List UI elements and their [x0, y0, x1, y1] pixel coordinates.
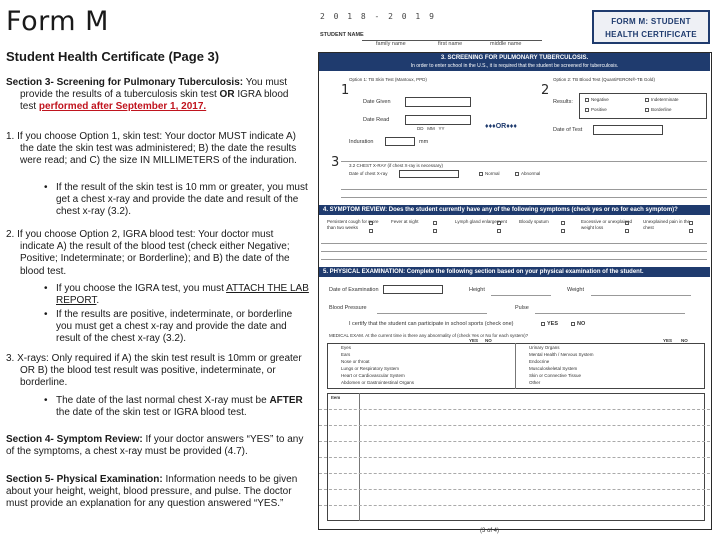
pulse-field[interactable] — [535, 313, 685, 314]
option1-label: Option 1: TB Skin Test (Mantoux, PPD) — [349, 77, 427, 82]
weight-label: Weight — [567, 287, 585, 293]
callout-1: 1 — [341, 83, 350, 98]
result-indeterminate-checkbox[interactable] — [645, 98, 649, 102]
date-read-label: Date Read — [363, 117, 390, 123]
symptom-fever-no[interactable] — [433, 229, 437, 233]
middle-name-label: middle name — [490, 41, 522, 47]
symptom-lymph: Lymph gland enlargement — [455, 219, 507, 224]
callout-2: 2 — [541, 83, 550, 98]
symptom-chest-pain: Unexplained pain in the chest — [643, 219, 691, 230]
blood-pressure-field[interactable] — [377, 313, 487, 314]
form-sheet — [318, 52, 712, 530]
system-urinary: Urinary Organs — [529, 345, 560, 350]
symptom-fever-yes[interactable] — [433, 221, 437, 225]
system-heart: Heart or Cardiovascular System — [341, 373, 405, 378]
xray-abnormal-checkbox[interactable] — [515, 172, 519, 176]
option2-label: Option 2: TB Blood Test (QuantiFERON®-TB Gold) — [553, 77, 655, 82]
system-endocrine: Endocrine — [529, 359, 550, 364]
col-no-right: NO — [681, 338, 688, 343]
section5-note — [6, 474, 306, 511]
symptom-chest-yes[interactable] — [689, 221, 693, 225]
section4-text: If your doctor answers “YES” to any of the symptoms, a chest x-ray must be provided (4.7). — [6, 434, 304, 458]
system-abdomen: Abdomen or Gastrointestinal Organs — [341, 380, 415, 385]
section4-heading: Section 4- Symptom Review: — [6, 434, 143, 445]
sports-certify-label: I certify that the student can participate in school sports (check one) — [349, 321, 514, 327]
symptom-weight-loss: Excessive or unexplained weight loss — [581, 219, 633, 230]
col-yes-left: YES — [469, 338, 479, 343]
xray-abnormal-label: Abnormal — [521, 171, 541, 176]
date-given-field[interactable] — [405, 97, 471, 107]
xray-normal-checkbox[interactable] — [479, 172, 483, 176]
symptom-weight-yes[interactable] — [625, 221, 629, 225]
item1-number: 1. — [6, 131, 15, 142]
induration-label: Induration — [349, 139, 374, 145]
xray-label: 3.2 CHEST X-RAY (if chest X-ray is necessary) — [349, 163, 444, 168]
medical-exam-prompt: MEDICAL EXAM. At the current time is there any abnormality of (check Yes or No for each system)? — [329, 333, 529, 338]
page-number: (3 of 4) — [480, 528, 500, 534]
item2-text: If you choose Option 2, IGRA blood test: Your doctor must indicate A) the result of the blood test (check either Negative; Positive; Indeterminate; or Borderline); and B) the date of the blood test. — [17, 229, 290, 277]
symptom-cough-no[interactable] — [369, 229, 373, 233]
sports-no-checkbox[interactable] — [571, 322, 575, 326]
system-musculoskeletal: Musculoskeletal System — [529, 366, 578, 371]
date-read-field[interactable] — [405, 115, 471, 125]
result-borderline-label: Borderline — [651, 107, 672, 112]
symptom-sputum: Bloody sputum — [519, 219, 549, 224]
result-indeterminate-label: Indeterminate — [651, 97, 679, 102]
system-skin: Skin or Connective Tissue — [529, 373, 582, 378]
section3-or: OR — [219, 89, 235, 101]
sports-no-label: NO — [577, 321, 586, 327]
symptom-chest-no[interactable] — [689, 229, 693, 233]
item3-number: 3. — [6, 353, 15, 364]
symptom-cough-yes[interactable] — [369, 221, 373, 225]
sports-yes-checkbox[interactable] — [541, 322, 545, 326]
attach-lab-report-text: ATTACH THE LAB REPORT — [56, 283, 309, 307]
section3-bar: 3. SCREENING FOR PULMONARY TUBERCULOSIS. In order to enter school in the U.S., it is required that the student be screened for tuberculosis. — [319, 53, 710, 71]
item2-bullet-positive: • If the results are positive, indeterminate, or borderline you must get a chest x-ray and provide the date and result of the chest x-ray (3.2). — [44, 309, 310, 346]
item-xrays — [6, 353, 306, 390]
item3-text: X-rays: Only required if A) the skin test result is 10mm or greater OR B) the blood test result was positive, indeterminate, or borderline. — [17, 353, 302, 389]
blood-pressure-label: Blood Pressure — [329, 305, 367, 311]
section4-note — [6, 434, 306, 458]
result-positive-label: Positive — [591, 107, 607, 112]
pulse-label: Pulse — [515, 305, 529, 311]
height-label: Height — [469, 287, 485, 293]
xray-normal-label: Normal — [485, 171, 500, 176]
symptom-sputum-yes[interactable] — [561, 221, 565, 225]
item1-text: If you choose Option 1, skin test: Your doctor MUST indicate A) the date the skin test was administered; B) the date the results were read; and C) the size IN MILLIMETERS of the induration. — [17, 131, 297, 167]
sports-yes-label: YES — [547, 321, 559, 327]
exam-date-label: Date of Examination — [329, 287, 379, 293]
symptom-cough: Persistent cough for more than two weeks — [327, 219, 379, 230]
section5-heading: Section 5- Physical Examination: — [6, 474, 163, 485]
page-title: Form M — [6, 6, 109, 37]
item2-number: 2. — [6, 229, 15, 240]
result-negative-label: Negative — [591, 97, 609, 102]
system-other: Other — [529, 380, 541, 385]
symptom-sputum-no[interactable] — [561, 229, 565, 233]
system-ears: Ears — [341, 352, 351, 357]
section5-bar: 5. PHYSICAL EXAMINATION: Complete the following section based on your physical examination of the student. — [319, 267, 710, 277]
section3-intro — [6, 77, 306, 114]
result-positive-checkbox[interactable] — [585, 108, 589, 112]
system-mental: Mental Health / Nervous System — [529, 352, 594, 357]
symptom-lymph-no[interactable] — [497, 229, 501, 233]
symptom-lymph-yes[interactable] — [497, 221, 501, 225]
first-name-label: first name — [438, 41, 463, 47]
section3-date-requirement: performed after September 1, 2017. — [38, 101, 207, 113]
weight-field[interactable] — [591, 295, 691, 296]
induration-unit: mm — [419, 139, 429, 145]
instructions-panel — [6, 0, 309, 540]
date-of-test-field[interactable] — [593, 125, 663, 135]
exam-date-field[interactable] — [383, 285, 443, 294]
section3-text2: IGRA blood test — [20, 89, 289, 113]
form-page-thumbnail — [310, 0, 720, 540]
page-subtitle: Student Health Certificate (Page 3) — [6, 49, 220, 64]
date-read-format: DD MM YY — [417, 126, 445, 131]
item1-bullet: • If the result of the skin test is 10 mm or greater, you must get a chest x-ray and provide the date and result of the chest x-ray (3.2). — [44, 182, 310, 219]
system-lungs: Lungs or Respiratory System — [341, 366, 400, 371]
height-field[interactable] — [491, 295, 551, 296]
date-given-label: Date Given — [363, 99, 391, 105]
col-no-left: NO — [485, 338, 492, 343]
results-label: Results: — [553, 99, 573, 105]
form-badge: FORM M: STUDENT HEALTH CERTIFICATE — [592, 10, 710, 44]
section3-text: You must provide the results of a tuberculosis skin test — [20, 77, 288, 101]
school-year: 2 0 1 8 - 2 0 1 9 — [320, 12, 436, 21]
after-emphasis: AFTER — [269, 395, 303, 406]
section4-bar: 4. SYMPTOM REVIEW: Does the student currently have any of the following symptoms (check yes or no for each symptom)? — [319, 205, 710, 215]
result-negative-checkbox[interactable] — [585, 98, 589, 102]
system-eyes: Eyes — [341, 345, 352, 350]
item-label: Item — [331, 395, 341, 400]
item2-bullet-lab-report: • If you choose the IGRA test, you must ATTACH THE LAB REPORT. — [44, 283, 310, 307]
family-name-label: family name — [376, 41, 406, 47]
or-divider: ♦♦♦OR♦♦♦ — [485, 123, 517, 130]
symptom-weight-no[interactable] — [625, 229, 629, 233]
xray-date-field[interactable] — [399, 170, 459, 178]
result-borderline-checkbox[interactable] — [645, 108, 649, 112]
xray-date-label: Date of chest X-ray — [349, 171, 388, 176]
induration-field[interactable] — [385, 137, 415, 146]
item-option2 — [6, 229, 306, 278]
system-nose: Nose or throat — [341, 359, 370, 364]
section3-heading: Section 3- Screening for Pulmonary Tuberculosis: — [6, 77, 244, 88]
item3-bullet: • The date of the last normal chest X-ray must be AFTER the date of the skin test or IGRA blood test. — [44, 395, 310, 419]
callout-3: 3 — [331, 155, 340, 170]
section5-text: Information needs to be given about your height, weight, blood pressure, and pulse. The doctor must provide an explanation for any question answered “YES.” — [6, 474, 298, 510]
student-name-label: STUDENT NAME — [320, 32, 364, 38]
item-option1 — [6, 131, 306, 168]
date-of-test-label: Date of Test — [553, 127, 583, 133]
col-yes-right: YES — [663, 338, 673, 343]
symptom-fever: Fever at night — [391, 219, 419, 224]
